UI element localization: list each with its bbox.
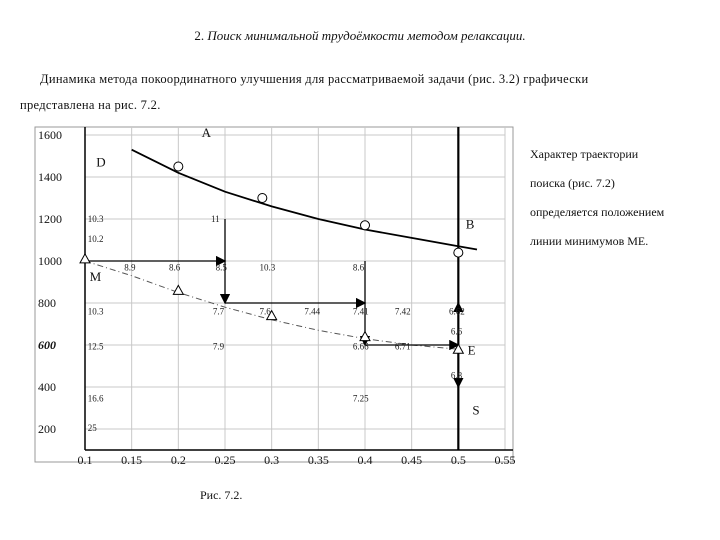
y-tick-label: 400 [38, 380, 56, 394]
x-tick-label: 0.1 [77, 453, 93, 467]
point-value-label: 7.42 [394, 306, 411, 317]
triangle-marker [80, 254, 90, 263]
triangle-marker [173, 285, 183, 294]
point-value-label: 6.62 [449, 306, 465, 317]
side-text-line-2: поиска (рис. 7.2) [530, 176, 615, 190]
point-value-label: 8.6 [352, 262, 365, 273]
point-value-label: 10.3 [87, 306, 104, 317]
body-paragraph-line-1: Динамика метода покоординатного улучшения для рассматриваемой задачи (рис. 3.2) графически [40, 72, 589, 86]
x-tick-label: 0.4 [357, 453, 373, 467]
point-value-label: 7.7 [212, 306, 225, 317]
x-tick-label: 0.15 [121, 453, 143, 467]
x-tick-label: 0.35 [307, 453, 329, 467]
y-tick-label: 200 [38, 422, 56, 436]
x-tick-label: 0.55 [494, 453, 516, 467]
y-tick-label: 1400 [38, 170, 62, 184]
curve-label: S [472, 402, 480, 418]
point-value-label: 12.5 [87, 341, 104, 352]
circle-marker [361, 221, 370, 230]
body-paragraph-line-2: представлена на рис. 7.2. [20, 98, 161, 112]
triangle-marker [360, 332, 370, 341]
point-value-label: 6.71 [394, 341, 411, 352]
point-value-label: 8.9 [124, 262, 136, 273]
side-text [530, 140, 700, 256]
x-tick-label: 0.25 [214, 453, 236, 467]
point-value-label: 6.66 [352, 341, 369, 352]
curve-label: M [89, 268, 102, 284]
point-value-label: 7.6 [259, 306, 271, 317]
point-value-label: 10.3 [87, 214, 104, 225]
circle-marker [454, 248, 463, 257]
x-tick-label: 0.2 [170, 453, 186, 467]
point-value-label: 7.25 [352, 393, 369, 404]
side-text-line-4: линии минимумов МЕ. [530, 234, 649, 248]
point-value-label: 16.6 [87, 393, 104, 404]
curve-label: D [96, 154, 106, 170]
point-value-label: 25 [87, 423, 97, 434]
point-value-label: 7.9 [212, 341, 225, 352]
y-tick-label: 1000 [38, 254, 62, 268]
point-value-label: 6.6 [450, 326, 463, 337]
curve-ab [132, 150, 477, 250]
side-text-line-3: определяется положением [530, 205, 665, 219]
y-tick-label: 600 [38, 338, 56, 352]
y-tick-label: 1200 [38, 212, 62, 226]
side-text-line-1: Характер траектории [530, 147, 639, 161]
point-value-label: 11 [211, 214, 220, 225]
section-number: 2. [194, 28, 205, 43]
x-tick-label: 0.45 [401, 453, 423, 467]
x-tick-label: 0.5 [450, 453, 466, 467]
y-tick-label: 1600 [38, 128, 62, 142]
y-tick-label: 800 [38, 296, 56, 310]
point-value-label: 10.2 [87, 234, 104, 245]
point-value-label: 8.6 [169, 262, 181, 273]
point-value-label: 7.44 [304, 306, 321, 317]
circle-marker [258, 194, 267, 203]
figure-caption: Рис. 7.2. [200, 488, 243, 502]
curve-label: B [465, 216, 475, 232]
point-value-label: 8.5 [215, 262, 227, 273]
circle-marker [174, 162, 183, 171]
curve-label: E [467, 342, 476, 358]
curve-label: A [201, 125, 212, 141]
point-value-label: 10.3 [259, 262, 276, 273]
x-tick-label: 0.3 [264, 453, 280, 467]
point-value-label: 6.8 [450, 370, 463, 381]
point-value-label: 7.41 [352, 306, 369, 317]
section-title: Поиск минимальной трудоёмкости методом релаксации. [207, 28, 526, 43]
